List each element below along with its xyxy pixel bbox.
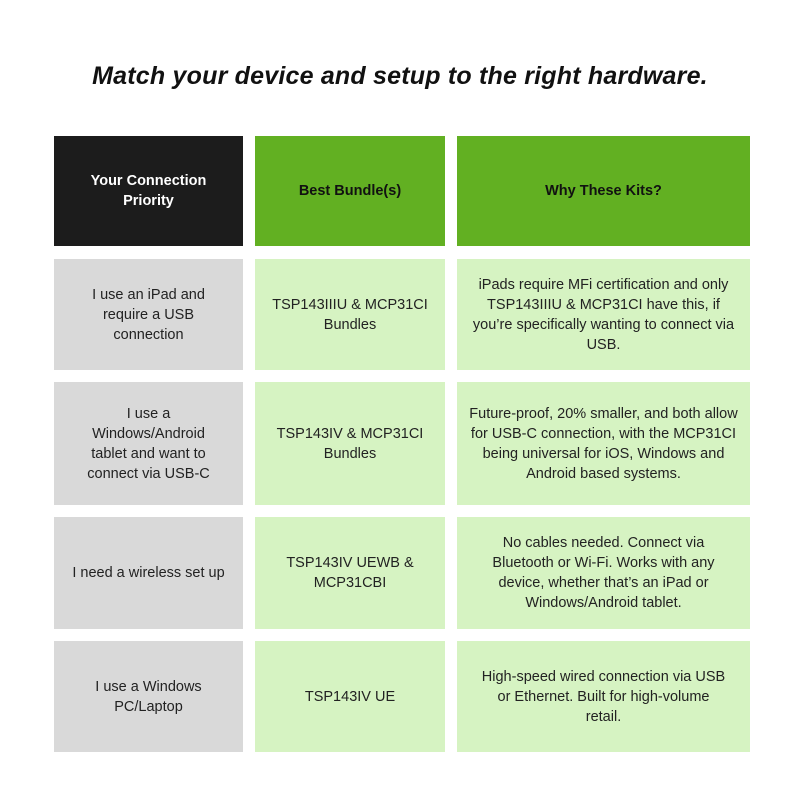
row-3-bundle: TSP143IV UEWB & MCP31CBI [255, 517, 445, 629]
header-connection-priority: Your Connection Priority [54, 136, 243, 246]
page-title: Match your device and setup to the right hardware. [92, 62, 708, 90]
row-2-bundle: TSP143IV & MCP31CI Bundles [255, 382, 445, 505]
row-4-priority: I use a Windows PC/Laptop [54, 641, 243, 752]
row-4-bundle: TSP143IV UE [255, 641, 445, 752]
row-1-priority: I use an iPad and require a USB connection [54, 259, 243, 370]
row-2-priority: I use a Windows/Android tablet and want to connect via USB-C [54, 382, 243, 505]
header-best-bundles: Best Bundle(s) [255, 136, 445, 246]
row-1-bundle: TSP143IIIU & MCP31CI Bundles [255, 259, 445, 370]
header-why-these-kits: Why These Kits? [457, 136, 750, 246]
row-3-reason: No cables needed. Connect via Bluetooth or Wi-Fi. Works with any device, whether that’s an iPad or Windows/Android tablet. [457, 517, 750, 629]
row-3-priority: I need a wireless set up [54, 517, 243, 629]
row-1-reason: iPads require MFi certification and only TSP143IIIU & MCP31CI have this, if you’re specifically wanting to connect via USB. [457, 259, 750, 370]
row-4-reason: High-speed wired connection via USB or Ethernet. Built for high-volume retail. [457, 641, 750, 752]
row-2-reason: Future-proof, 20% smaller, and both allow for USB-C connection, with the MCP31CI being universal for iOS, Windows and Android based systems. [457, 382, 750, 505]
